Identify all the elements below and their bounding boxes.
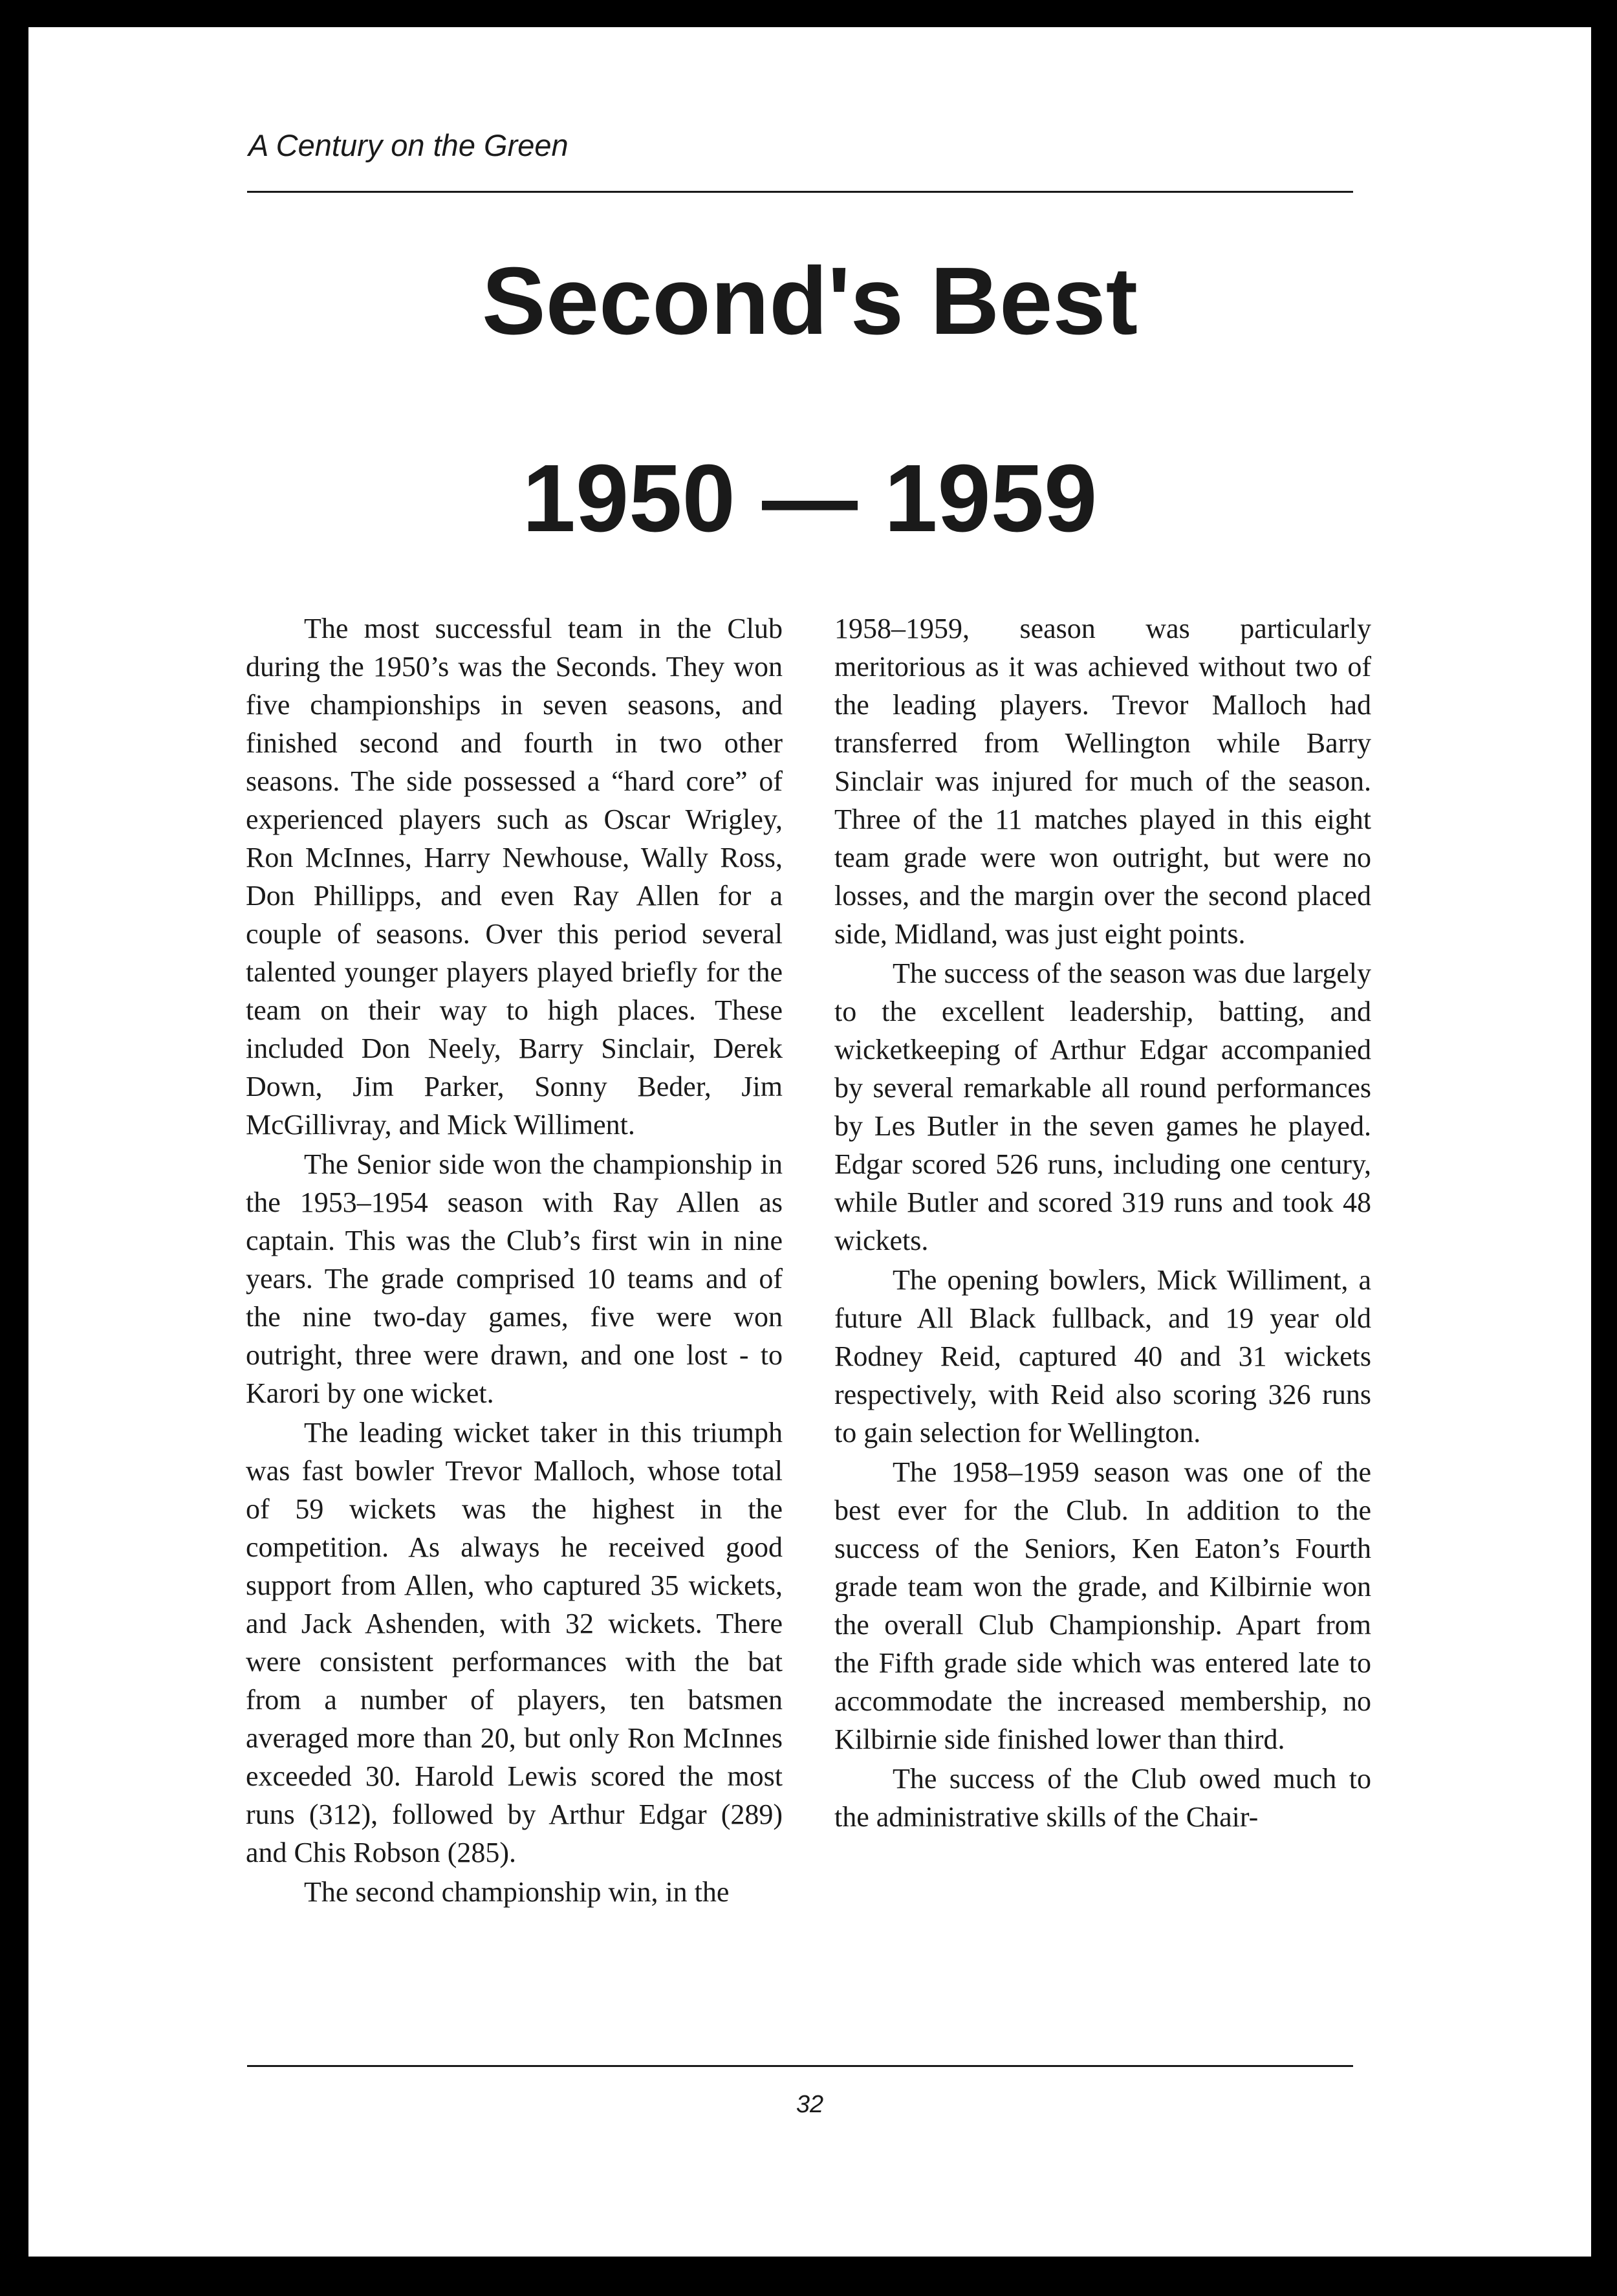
body-paragraph: 1958–1959, season was particularly meritorious as it was achieved without two of the leading players. Trevor Malloch had transferred from Wellington while Barry Sinclair was injured for much of the season. Three of the 11 matches played in this eight team grade were won outright, but were no losses, and the margin over the second placed side, Midland, was just eight points. [834, 613, 1371, 950]
body-paragraph: The opening bowlers, Mick Williment, a future All Black fullback, and 19 year old Rodney Reid, captured 40 and 31 wickets respectively, with Reid also scoring 326 runs to gain selection for Wellington. [834, 1264, 1371, 1449]
page-number: 32 [796, 2091, 824, 2118]
body-paragraph: The leading wicket taker in this triumph was fast bowler Trevor Malloch, whose total of 59 wickets was the highest in the competition. As always he received good support from Allen, who captured 35 wickets, and Jack Ashenden, with 32 wickets. There were consistent performances with the bat from a number of players, ten batsmen averaged more than 20, but only Ron McInnes exceeded 30. Harold Lewis scored the most runs (312), followed by Arthur Edgar (289) and Chis Robson (285). [246, 1417, 783, 1868]
right-column [834, 609, 1371, 1837]
chapter-title: Second's Best [482, 248, 1138, 355]
left-column [246, 609, 783, 1912]
body-paragraph: The success of the Club owed much to the administrative skills of the Chair- [834, 1763, 1371, 1833]
body-paragraph: The 1958–1959 season was one of the best ever for the Club. In addition to the success of the Seniors, Ken Eaton’s Fourth grade team won the grade, and Kilbirnie won the overall Club Championship. Apart from the Fifth grade side which was entered late to accommodate the increased membership, no Kilbirnie side finished lower than third. [834, 1456, 1371, 1755]
page [28, 27, 1591, 2257]
header-rule [247, 191, 1353, 193]
body-paragraph: The most successful team in the Club during the 1950’s was the Seconds. They won five championships in seven seasons, and finished second and fourth in two other seasons. The side possessed a “hard core” of experienced players such as Oscar Wrigley, Ron McInnes, Harry Newhouse, Wally Ross, Don Phillipps, and even Ray Allen for a couple of seasons. Over this period several talented younger players played briefly for the team on their way to high places. These included Don Neely, Barry Sinclair, Derek Down, Jim Parker, Sonny Beder, Jim McGillivray, and Mick Williment. [246, 613, 783, 1141]
body-paragraph: The second championship win, in the [304, 1876, 730, 1908]
body-paragraph: The Senior side won the championship in the 1953–1954 season with Ray Allen as captain. This was the Club’s first win in nine years. The grade comprised 10 teams and of the nine two-day games, five were won outright, three were drawn, and one lost - to Karori by one wicket. [246, 1148, 783, 1409]
running-head: A Century on the Green [248, 128, 569, 162]
footer-rule [247, 2065, 1353, 2067]
chapter-years: 1950 — 1959 [522, 445, 1098, 552]
body-paragraph: The success of the season was due largely to the excellent leadership, batting, and wicketkeeping of Arthur Edgar accompanied by several remarkable all round performances by Les Butler in the seven games he played. Edgar scored 526 runs, including one century, while Butler and scored 319 runs and took 48 wickets. [834, 957, 1371, 1256]
